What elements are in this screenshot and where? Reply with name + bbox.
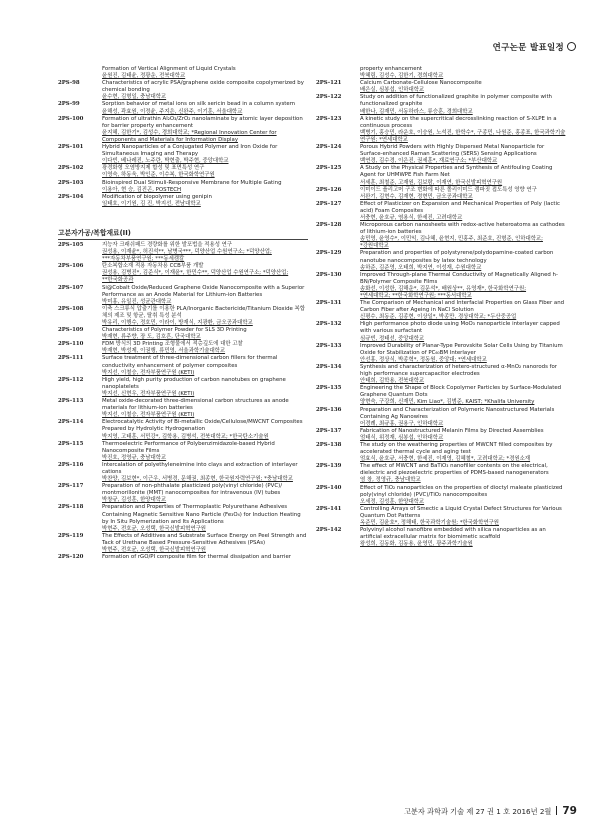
entry-title: Microporous carbon nanosheets with redox-active heteroatoms as cathodes of lithium-ion batteries <box>360 222 565 236</box>
entry-authors: 박지선, 이철승, 전자부품연구원 (KETI) <box>102 369 195 376</box>
page-header <box>493 41 576 53</box>
entry <box>58 554 308 561</box>
entry <box>316 187 566 201</box>
entry-code: 2PS-123 <box>316 115 342 122</box>
entry-authors: 박현주, 전호균, 오성택, 한국신발피혁연구원 <box>102 525 207 532</box>
entry-code: 2PS-122 <box>316 94 342 101</box>
entry-code: 2PS-107 <box>58 284 84 291</box>
entry-code: 2PS-131 <box>316 300 342 307</box>
entry-title: 광경화형 오염방지제 합성 및 표면특성 연구 <box>102 165 205 172</box>
entry-authors: 왕성희, 김동화, 김동용, 윤영민, 광주과학기술원 <box>360 541 473 548</box>
entry-authors: 엄효식, 윤호규, 서충현, 한세진, 이재영, 김혜철*, 고려대학교; *경원소재 <box>360 456 531 463</box>
entry-code: 2PS-98 <box>58 80 80 87</box>
entry-authors: 윤해성, 곽효원, 이정윤, 주지은, 신완주, 이기훈, 서울대학교 <box>102 108 243 115</box>
entry-authors: 권성용, 이재윤*, 허진석**, 남병국***, 덕양산업 수원연구소; *덕양산업; <box>102 249 272 256</box>
entry <box>316 222 566 250</box>
entry-authors: 박지선, 신현우, 전자부품연구원 (KETI) <box>102 390 195 397</box>
entry-authors: 박유리, 이행수, 정호민, 이라이, 방재식, 지광환, 금오공과대학교 <box>102 320 253 326</box>
entry-title: A Study on the Physical Properties and Synthesis of Antifouling Coating Agent for UHMWPE Fish Farm Net <box>360 165 553 179</box>
entry <box>58 398 308 419</box>
divider <box>556 806 557 815</box>
entry-title: Porous Hybrid Powders with Highly Dispersed Metal Nanoparticle for Surface-enhanced Raman Scattering (SERS) Sensing Applications <box>360 144 545 158</box>
entry-title: Controlling Arrays of Smectic a Liquid Crystal Defect Structures for Various Quantum Dot Patterns <box>360 505 562 519</box>
entry-authors: 권성용, 김병진*, 김준식*, 이재윤*, 한민수**, 덕양산업 수원연구소; *덕양산업; <box>102 270 289 277</box>
entry-title: Modification of biopolymer using genipin <box>102 193 212 200</box>
entry-authors: 배한나, 김재민, 서동하라스, 류승훈, 경희대학교 <box>360 108 473 115</box>
entry-authors: 이다빈, 베나레진, 노주란, 박현출, 박주현, 중앙대학교 <box>102 158 229 165</box>
entry-title: Characteristics of Polymer Powder for SLS 3D Printing <box>102 327 247 334</box>
entry-authors: 박미홍, 유일진, 성균관대학교 <box>102 298 172 305</box>
entry-title: Metal oxide-decorated three-dimensional carbon structures as anode materials for lithium-ion batteries <box>102 398 289 412</box>
entry <box>58 504 308 532</box>
entry-authors: 양현숙, 구강희, 신재민, Kim Liao*, 김범준, KAIST; *Khalifa University <box>360 399 535 406</box>
entry-authors: 서세훈, 최철준, 고재원, 김보람, 이재연, 한국신발피혁연구원 <box>360 179 503 186</box>
entry-continued <box>58 66 308 80</box>
section-heading: 고분자가공/복합재료(II) <box>58 230 308 240</box>
entry <box>58 355 308 376</box>
entry-code: 2PS-119 <box>58 532 84 539</box>
entry-authors: 송하준, 김준영, 오태희, 박지연, 이성재, 수원대학교 <box>360 264 482 271</box>
entry-title: Formation of rGO/PI composite film for thermal dissipation and barrier <box>102 554 291 561</box>
entry-authors: 안태희, 김학용, 전북대학교 <box>360 378 425 385</box>
entry <box>316 463 566 484</box>
header-title: 연구논문 발표일정 <box>492 43 564 53</box>
entry-title: A kinetic study on the supercritical decrosslinking reaction of S-XLPE in a continuous process <box>360 115 557 129</box>
entries-group <box>316 80 566 548</box>
entry-title: Polyvinyl alcohol nanofibre embedded with silica nanoparticles as an artificial extracellular matrix for biomimetic scaffold <box>360 527 546 541</box>
entry-authors: 염 창, 정영규, 충남대학교 <box>360 477 421 484</box>
entry <box>316 506 566 527</box>
entry-authors: **한국화공과 <box>102 277 134 284</box>
entry <box>58 263 308 284</box>
entry-authors: 신평수, 최동준, 김종현, 이상일*, 박종만, 경상대학교; *두산중공업 <box>360 314 517 321</box>
entry-code: 2PS-113 <box>58 398 84 405</box>
entry-authors: 윤수현, 김형일, 충남대학교 <box>102 94 167 101</box>
entry-code: 2PS-100 <box>58 115 84 122</box>
entry-authors: 이영숙, 하동욱, 박인준, 이수복, 한국화학연구원 <box>102 172 215 179</box>
entry-code: 2PS-136 <box>316 406 342 413</box>
entry <box>58 441 308 462</box>
entry-title: Synthesis and characterization of hetero-structured α-MnO₂ nanorods for high performance supercapacitor electrodes <box>360 363 558 378</box>
entry <box>316 385 566 406</box>
entry <box>316 94 566 115</box>
entry-title: Bioinspired Dual Stimuli-Responsive Membrane for Multiple Gating <box>102 179 282 186</box>
entry-code: 2PS-117 <box>58 483 84 490</box>
entry-authors: 백연경, 김수경, 이은진, 권세훈*, 재료연구소; *부산대학교 <box>360 158 498 165</box>
entry-code: 2PS-111 <box>58 355 84 362</box>
entry <box>58 165 308 179</box>
entry <box>58 341 308 355</box>
entry-authors: 박창규, 김성훈, 한양대학교 <box>102 497 167 504</box>
entry-title: Study on addition of functionalized graphite in polymer composite with functionalized graphite <box>360 94 552 108</box>
entry-code: 2PS-124 <box>316 144 342 151</box>
entries-group-2 <box>58 242 308 561</box>
entry-title: Preparation and properties of polystyrene/polydopamine-coated carbon nanotube nanocomposites by latex technology <box>360 250 554 264</box>
entry <box>58 80 308 101</box>
entry-title: Effect of Plasticizer on Expansion and Mechanical Properties of Poly (lactic acid) Foam Composites <box>360 200 561 214</box>
entry-authors: 오세정, 김성훈, 한양대학교 <box>360 498 425 505</box>
entry-code: 2PS-118 <box>58 504 84 511</box>
entry <box>316 201 566 222</box>
entry-code: 2PS-105 <box>58 241 84 248</box>
entry-authors: 박재현, 류주향, 장 도, 김호흔, 단국대학교 <box>102 334 201 341</box>
entry-authors: 박혜림, 김성수, 김한기, 경희대학교 <box>360 73 444 80</box>
entry-title: 이미이드 플리고머 구조 변화에 따른 폴리이미드 캠파짓 접도특성 영향 연구 <box>360 186 537 193</box>
entry-title: property enhancement <box>360 66 423 72</box>
entry <box>58 242 308 263</box>
entry-title: Calcium Carbonate-Cellulose Nanocomposite <box>360 80 482 87</box>
entry-continued <box>316 66 566 80</box>
entry-code: 2PS-138 <box>316 441 342 448</box>
entry-authors: 박지영, 고태훈, 서민강*, 김학용, 김병석, 전북대학교; *한국탄소기술원 <box>102 433 269 440</box>
page-footer <box>404 805 577 817</box>
entry <box>58 483 308 504</box>
entry-authors: 어경례, 최규홍, 권용구, 인하대학교 <box>360 420 444 427</box>
entry-authors: 이용아, 현 승, 김진곤, POSTECH <box>102 186 182 193</box>
entry-authors: 윤원진, 김태윤, 정광운, 전북대학교 <box>102 73 186 80</box>
entry <box>58 116 308 144</box>
entry-authors: 엄태식, 위정재, 심봉섭, 인하대학교 <box>360 434 444 441</box>
entry <box>58 327 308 341</box>
entry-title: Preparation and Characterization of Polymeric Nanostructured Materials Containing Ag Nanowires <box>360 406 555 420</box>
circle-icon <box>567 42 576 51</box>
entries-group-1 <box>58 80 308 208</box>
entry-authors: 박현주, 전호균, 오성택, 한국신발피혁연구원 <box>102 547 207 553</box>
entry-authors: 옥준민, 김윤호*, 정해태, 한국과학기술원; *한국화학연구원 <box>360 520 499 526</box>
entry-code: 2PS-103 <box>58 179 84 186</box>
entry-code: 2PS-132 <box>316 321 342 328</box>
entry-code: 2PS-135 <box>316 385 342 392</box>
entry <box>316 80 566 94</box>
entry <box>58 462 308 483</box>
entry-code: 2PS-128 <box>316 222 342 229</box>
entry <box>316 407 566 428</box>
entry-code: 2PS-101 <box>58 144 84 151</box>
entry-title: 이축 스크류식 압출기를 이용한 PLA/Inorganic Bactericide/Titanium Dioxide 복합체의 제조 및 항균, 탈취 특성 분석 <box>102 305 305 319</box>
entry-title: Formation of ultrathin Al₂O₃/ZrO₂ nanolaminate by atomic layer deposition for barrier property enhancement <box>102 115 303 129</box>
entry-code: 2PS-109 <box>58 327 84 334</box>
entry-title: High performance photo diode using MoO₃ nanoparticle interlayer capped with various surfactant <box>360 321 560 335</box>
entry-title: FDM 방식의 3D Printing 조형물에서 적층깊도에 대한 고찰 <box>102 341 243 348</box>
entry <box>58 101 308 115</box>
entry <box>316 527 566 548</box>
entry <box>58 194 308 208</box>
entry-authors: 송화선, 이성한, 김해운*, 김문석*, 배원상**, 유영재*, 한국화학연구원; <box>360 285 527 292</box>
entry-code: 2PS-134 <box>316 363 342 370</box>
entry-code: 2PS-112 <box>58 376 84 383</box>
entry <box>316 116 566 144</box>
entry <box>316 165 566 186</box>
entry-authors: 박진호, 정영규, 충남대학교 <box>102 454 167 461</box>
entry-authors: 박지선, 이철승, 전자부품연구원 (KETI) <box>102 412 195 419</box>
entry-code: 2PS-108 <box>58 305 84 312</box>
entry-authors: 박찬양, 김보현*, 이근우, 서병경, 문해권, 최종현, 한국원자력연구원; *충남대학교 <box>102 476 293 483</box>
entry-title: 지능자 크래쉬패드 경량화를 위한 발포법을 적용성 연구 <box>102 241 233 248</box>
entry <box>58 377 308 398</box>
entry-code: 2PS-126 <box>316 186 342 193</box>
entry <box>316 300 566 321</box>
entry <box>316 485 566 506</box>
entry-title: Electrocatalytic Activity of Bi-metallic Oxide/Cellulose/MWCNT Composites Prepared by Hydrolytic Hydrogenation <box>102 419 303 433</box>
entry-title: Effect of TiO₂ nanoparticles on the properties of dioctyl maleate plasticized poly(vinyl chloride) (PVC)/TiO₂ nanocomposites <box>360 484 563 498</box>
entry-title: Preparation and Properties of Thermoplastic Polyurethane Adhesives Containing Magnetic Sensitive Nano Particle (Fe₃O₄) for Induction Heating by In Situ Polymerization and Its Applications <box>102 504 301 525</box>
entry-title: Formation of Vertical Alignment of Liquid Crystals <box>102 66 236 72</box>
left-column <box>58 66 308 561</box>
entry-code: 2PS-125 <box>316 165 342 172</box>
entry-code: 2PS-106 <box>58 263 84 270</box>
entry-authors: 심규빈, 정태선, 중앙대학교 <box>360 335 425 342</box>
entry-code: 2PS-116 <box>58 461 84 468</box>
entry-title: Si@Cobalt Oxide/Reduced Graphene Oxide Nanocomposite with a Superior Performance as an Anode Material for Lithium-ion Batteries <box>102 284 305 298</box>
entry <box>316 144 566 165</box>
entry-authors: 서완기, 김현수, 김재현, 정현민, 금오공과대학교 <box>360 193 473 200</box>
entry-code: 2PS-141 <box>316 505 342 512</box>
entry-title: Sorption behavior of metal ions on silk sericin bead in a column system <box>102 101 295 108</box>
entry-title: Characteristics of acrylic PSA/graphene oxide composite copolymerized by chemical bonding <box>102 80 304 94</box>
entry-code: 2PS-115 <box>58 440 84 447</box>
page-number: 79 <box>562 805 577 817</box>
entry <box>58 533 308 554</box>
entry-authors: *연세대학교; **한국화학연구원; ***동서대학교 <box>360 293 472 299</box>
entry <box>316 250 566 271</box>
entry-authors: *강원대학교 <box>360 243 389 250</box>
entry-code: 2PS-127 <box>316 200 342 207</box>
entry-authors: 배은실, 심봉섭, 인하대학교 <box>360 87 425 94</box>
entry-code: 2PS-139 <box>316 463 342 470</box>
entry-title: Engineering the Shape of Block Copolymer Particles by Surface-Modulated Graphene Quantum Dots <box>360 385 562 399</box>
entry-code: 2PS-130 <box>316 271 342 278</box>
entry-code: 2PS-102 <box>58 165 84 172</box>
volume-info: 제 27 권 1 호 2016년 2월 <box>466 807 552 816</box>
entry-title: Fabrication of Nanostructured Melanin Films by Directed Assemblies <box>360 427 544 434</box>
entry-title: Hybrid Nanoparticles of a Conjugated Polymer and Iron Oxide for Simultaneous Imaging and Therapy <box>102 144 278 158</box>
entry-title: The Effects of Additives and Substrate Surface Energy on Peel Strength and Tack of Urethane Based Pressure-Sensitive Adhesives (PSAs) <box>102 532 307 546</box>
entry <box>58 285 308 306</box>
entry <box>316 321 566 342</box>
entry-authors: 안선홍, 정상식, 박종혁*, 정동원, 중앙대; *연세대학교 <box>360 356 487 363</box>
entry <box>58 306 308 327</box>
entry-code: 2PS-114 <box>58 419 84 426</box>
entry-title: High yield, high purity production of carbon nanotubes on graphene nanoplatelets <box>102 376 286 390</box>
entry <box>316 343 566 364</box>
entry-authors: 윤지혜, 김한기*, 김성수, 경희대학교; *Regional Innovation Center for Components and Materials for Information Display <box>102 129 277 143</box>
entry-code: 2PS-142 <box>316 527 342 534</box>
entry-title: Improved Durability of Planar-Type Perovskite Solar Cells Using by Titanium Oxide for Stabilization of PC₆₀BM Interlayer <box>360 342 563 356</box>
entry-code: 2PS-120 <box>58 554 84 561</box>
entry-title: Surface treatment of three-dimensional carbon fillers for thermal conductivity enhancement of polymer composites <box>102 355 278 369</box>
right-column <box>316 66 566 548</box>
entry-title: The study on the weathering properties of MWCNT filled composites by accelerated thermal cycle and aging test <box>360 441 553 456</box>
entry-authors: 백병기, 홍승민, 라운호, 이승원, 노석진, 한학수*, 구종민, 나원준, 홍종표, 한국과학기술연구원; *연세대학교 <box>360 129 566 143</box>
entry-code: 2PS-137 <box>316 427 342 434</box>
entry-title: The Comparison of Mechanical and Interfacial Properties on Glass Fiber and Carbon Fiber after Ageing in NaCl Solution <box>360 300 565 314</box>
entry <box>316 428 566 442</box>
entry-authors: 박재현, 박성제, 이권행, 류민영, 서울과학기술대학교 <box>102 348 226 355</box>
entry-code: 2PS-121 <box>316 80 342 87</box>
entry-title: The effect of MWCNT and BaTiO₃ nanofiller contents on the electrical, dielectric and piezoelectric properties of PDMS-based nanogenerators <box>360 463 549 477</box>
entry-code: 2PS-110 <box>58 341 84 348</box>
entry-authors: 송민영, 윤영수*, 이민익, 김나혜, 윤현지, 민홍주, 최준호, 진형준, 인하대학교; <box>360 236 543 243</box>
entry <box>58 419 308 440</box>
entry-code: 2PS-140 <box>316 484 342 491</box>
entry-title: 탄소복합소재 적용 자동차용 CCB부품 개발 <box>102 263 204 270</box>
entry-title: Intercalation of polyethyleneimine into clays and extraction of interlayer cations <box>102 461 298 475</box>
entry-code: 2PS-104 <box>58 193 84 200</box>
entry-title: Preparation of non-phthalate plasticized poly(vinyl chloride) (PVC)/ montmorillonite (MMT) nanocomposites for intravenous (IV) tubes <box>102 483 283 497</box>
entry-authors: ***자동차부품연구원; ***동세켐칼 <box>102 256 185 263</box>
entry-code: 2PS-99 <box>58 101 80 108</box>
entry-authors: 서충현, 윤호규, 염용식, 한세진, 고려대학교 <box>360 214 463 221</box>
entry <box>316 272 566 300</box>
entry-title: Thermoelectric Performance of Polybenzimidazole-based Hybrid Nanocomposite Films <box>102 440 275 454</box>
entry <box>58 144 308 165</box>
entry <box>58 180 308 194</box>
entry <box>316 442 566 463</box>
entry-code: 2PS-133 <box>316 342 342 349</box>
entry-authors: 임태호, 이기원, 김 진, 박지선, 전남대학교 <box>102 200 201 207</box>
entry-title: Improved Through-plane Thermal Conductivity of Magnetically Aligned h-BN/Polymer Composite Films <box>360 271 558 285</box>
entry <box>316 364 566 385</box>
entry-code: 2PS-129 <box>316 250 342 257</box>
journal-name: 고분자 과학과 기술 <box>403 807 465 816</box>
